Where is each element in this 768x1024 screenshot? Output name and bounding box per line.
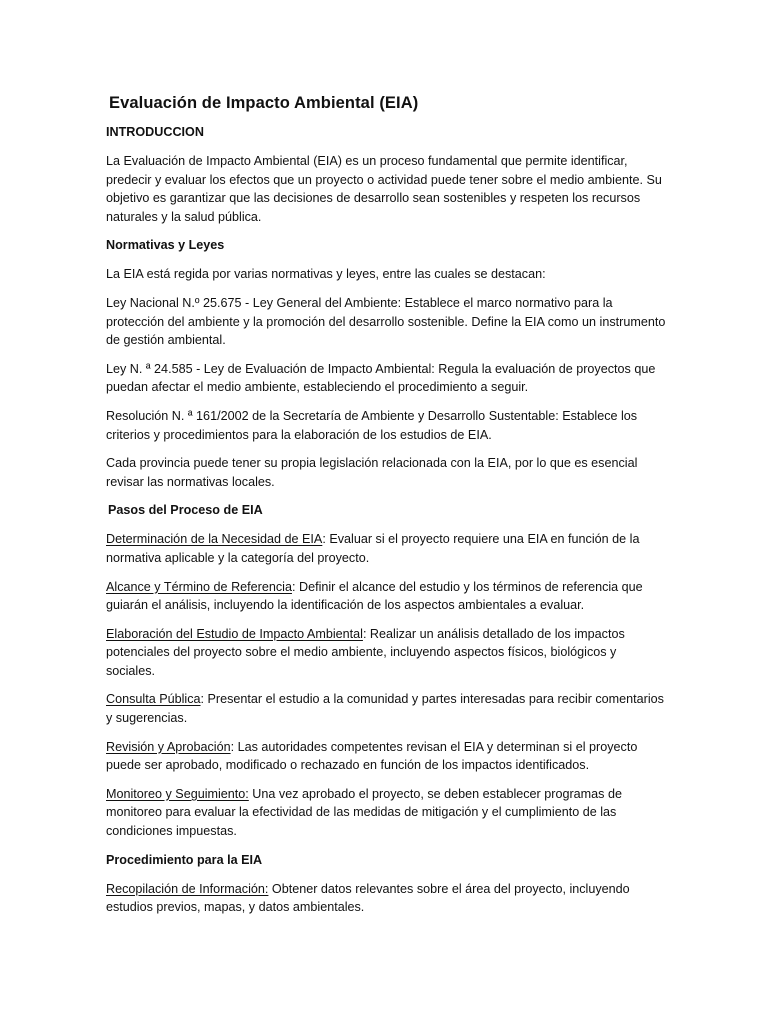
procedimiento-text: Obtener datos relevantes sobre el área del proyecto, incluyendo estudios previos, mapas, y datos ambientales.	[106, 881, 630, 915]
normativa-item: Resolución N. ª 161/2002 de la Secretaría de Ambiente y Desarrollo Sustentable: Establece los criterios y procedimientos para la elaboración de los estudios de EIA.	[106, 408, 638, 442]
paso-text: Realizar un análisis detallado de los impactos potenciales del proyecto sobre el medio ambiente, incluyendo aspectos físicos, biológicos y sociales.	[106, 626, 625, 678]
paso-term: Consulta Pública	[106, 692, 201, 707]
normativas-intro: La EIA está regida por varias normativas y leyes, entre las cuales se destacan:	[106, 267, 546, 282]
normativa-item: Cada provincia puede tener su propia legislación relacionada con la EIA, por lo que es esencial revisar las normativas locales.	[106, 456, 638, 489]
procedimiento-item	[106, 880, 666, 917]
paso-term: Alcance y Término de Referencia	[106, 579, 292, 594]
paso-sep: :	[230, 739, 235, 754]
paso-sep: :	[322, 532, 326, 547]
paso-sep: :	[362, 626, 367, 641]
heading-procedimiento: Procedimiento para la EIA	[106, 852, 263, 867]
intro-paragraph: La Evaluación de Impacto Ambiental (EIA) es un proceso fundamental que permite identificar, predecir y evaluar los efectos que un proyecto o actividad puede tener sobre el medio ambiente. Su objetivo es garantizar que las decisiones de desarrollo sean sostenibles y respeten los recursos naturales y la salud pública.	[106, 154, 662, 224]
paso-term: Revisión y Aprobación	[106, 739, 231, 754]
paso-term: Determinación de la Necesidad de EIA	[106, 532, 323, 547]
paso-text: Una vez aprobado el proyecto, se deben establecer programas de monitoreo para evaluar la efectividad de las medidas de mitigación y el cumplimiento de las condiciones impuestas.	[106, 786, 622, 839]
paso-term: Monitoreo y Seguimiento:	[106, 786, 249, 801]
paso-term: Elaboración del Estudio de Impacto Ambiental	[106, 626, 363, 641]
paso-text: Evaluar si el proyecto requiere una EIA en función de la normativa aplicable y la categoría del proyecto.	[106, 532, 640, 565]
document-title: Evaluación de Impacto Ambiental (EIA)	[109, 94, 419, 112]
paso-item	[106, 690, 666, 727]
paso-text: Las autoridades competentes revisan el EIA y determinan si el proyecto puede ser aprobado, modificado o rechazado en función de los impactos identificados.	[106, 739, 638, 773]
paso-text: Definir el alcance del estudio y los términos de referencia que guiarán el análisis, incluyendo la identificación de los aspectos ambientales a evaluar.	[106, 579, 643, 613]
paso-sep: :	[291, 579, 296, 594]
paso-item	[106, 530, 666, 567]
heading-normativas: Normativas y Leyes	[106, 238, 225, 253]
paso-item	[106, 785, 666, 841]
paso-text: Presentar el estudio a la comunidad y partes interesadas para recibir comentarios y sugerencias.	[106, 692, 664, 726]
heading-introduccion: INTRODUCCION	[106, 125, 204, 139]
procedimiento-term: Recopilación de Información:	[106, 881, 269, 896]
paso-sep: :	[200, 692, 205, 707]
paso-item	[106, 625, 666, 681]
heading-pasos: Pasos del Proceso de EIA	[108, 503, 263, 518]
document-page	[106, 92, 666, 917]
paso-item	[106, 578, 666, 615]
normativa-item: Ley N. ª 24.585 - Ley de Evaluación de Impacto Ambiental: Regula la evaluación de proyectos que puedan afectar el medio ambiente, estableciendo el procedimiento a seguir.	[106, 361, 656, 395]
paso-item	[106, 738, 666, 775]
normativa-item: Ley Nacional N.º 25.675 - Ley General del Ambiente: Establece el marco normativo para la protección del ambiente y la promoción del desarrollo sostenible. Define la EIA como un instrumento de gestión ambiental.	[106, 295, 666, 348]
